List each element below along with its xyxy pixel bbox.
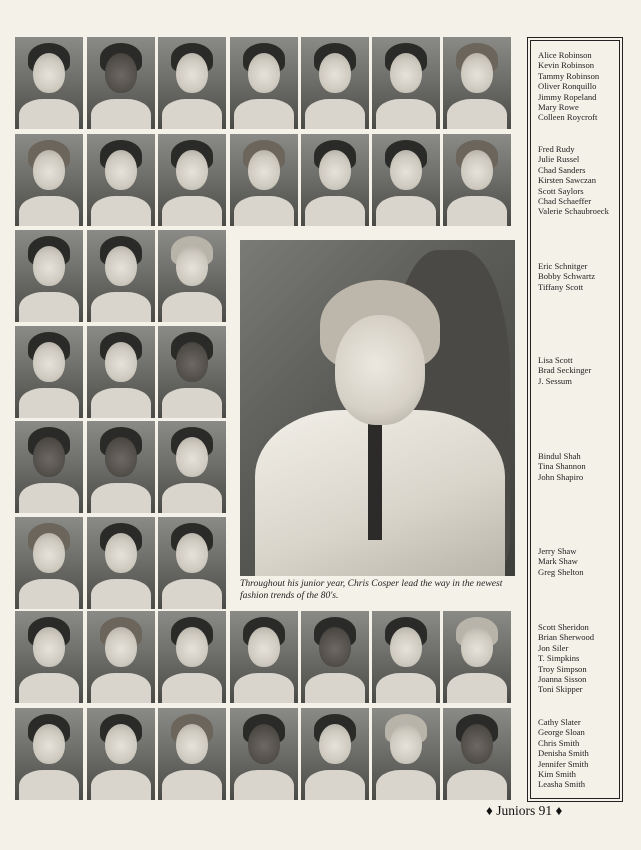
portrait-mary-rowe: [372, 37, 440, 129]
name-entry: Kim Smith: [538, 769, 576, 780]
name-entry: Scott Saylors: [538, 185, 584, 196]
portrait-scott-saylors: [301, 134, 369, 226]
portrait-kevin-robinson: [87, 37, 155, 129]
name-group-row-1: [538, 50, 624, 123]
portrait-brad-seckinger: [87, 326, 155, 418]
portrait-fred-rudy: [15, 134, 83, 226]
name-entry: Jon Siler: [538, 642, 569, 653]
name-entry: Chad Schaeffer: [538, 196, 592, 207]
name-entry: Brian Sherwood: [538, 632, 595, 643]
name-group-row-4: [538, 355, 624, 386]
portrait-john-shapiro: [158, 421, 226, 513]
portrait-jerry-shaw: [15, 517, 83, 609]
feature-photo-chris-cosper: [240, 240, 515, 576]
portrait-troy-simpson: [301, 611, 369, 703]
name-entry: Denisha Smith: [538, 748, 589, 759]
portrait-eric-schnitger: [15, 230, 83, 322]
diamond-left-icon: ♦: [486, 803, 493, 818]
portrait-julie-russel: [87, 134, 155, 226]
portrait-jennifer-smith: [301, 708, 369, 800]
name-entry: Jennifer Smith: [538, 758, 589, 769]
portrait-denisha-smith: [230, 708, 298, 800]
portrait-brian-sherwood: [87, 611, 155, 703]
name-entry: Kevin Robinson: [538, 60, 595, 71]
name-entry: Chad Sanders: [538, 164, 586, 175]
name-entry: Bindul Shah: [538, 451, 581, 461]
portrait-jon-siler: [158, 611, 226, 703]
portrait-j-sessum: [158, 326, 226, 418]
name-entry: Eric Schnitger: [538, 261, 588, 271]
name-entry: Mark Shaw: [538, 556, 578, 567]
portrait-bindul-shah: [15, 421, 83, 513]
section-page-label: Juniors 91: [496, 803, 553, 818]
name-entry: Julie Russel: [538, 154, 580, 165]
name-group-row-5: [538, 451, 624, 482]
portrait-t-simpkins: [230, 611, 298, 703]
portrait-toni-skipper: [443, 611, 511, 703]
name-group-row-8: [538, 717, 624, 790]
portrait-colleen-roycroft: [443, 37, 511, 129]
name-entry: Tina Shannon: [538, 461, 586, 472]
name-entry: Troy Simpson: [538, 663, 587, 674]
portrait-mark-shaw: [87, 517, 155, 609]
name-group-row-7: [538, 622, 624, 695]
name-entry: Leasha Smith: [538, 779, 586, 790]
portrait-george-sloan: [87, 708, 155, 800]
portrait-tiffany-scott: [158, 230, 226, 322]
portrait-cathy-slater: [15, 708, 83, 800]
name-entry: Kirsten Sawczan: [538, 175, 596, 186]
name-entry: Brad Seckinger: [538, 365, 592, 376]
name-entry: Scott Sheridon: [538, 622, 589, 632]
name-entry: Oliver Ronquillo: [538, 81, 597, 92]
portrait-leasha-smith: [443, 708, 511, 800]
page-footer: [486, 803, 596, 819]
portrait-chris-smith: [158, 708, 226, 800]
name-group-row-3: [538, 261, 624, 292]
diamond-right-icon: ♦: [555, 803, 563, 818]
name-group-row-2: [538, 144, 624, 217]
name-entry: Toni Skipper: [538, 684, 583, 695]
name-entry: Tiffany Scott: [538, 281, 584, 292]
name-entry: Mary Rowe: [538, 102, 579, 113]
portrait-tammy-robinson: [158, 37, 226, 129]
name-entry: Colleen Roycroft: [538, 112, 598, 123]
name-entry: Cathy Slater: [538, 717, 581, 727]
portrait-lisa-scott: [15, 326, 83, 418]
portrait-bobby-schwartz: [87, 230, 155, 322]
name-entry: Bobby Schwartz: [538, 271, 596, 282]
portrait-greg-shelton: [158, 517, 226, 609]
portrait-chad-sanders: [158, 134, 226, 226]
name-entry: Joanna Sisson: [538, 674, 587, 685]
portrait-tina-shannon: [87, 421, 155, 513]
name-entry: Jimmy Ropeland: [538, 91, 597, 102]
portrait-valerie-schaubroeck: [443, 134, 511, 226]
name-group-row-6: [538, 546, 624, 577]
portrait-oliver-ronquillo: [230, 37, 298, 129]
name-entry: Alice Robinson: [538, 50, 592, 60]
name-entry: Valerie Schaubroeck: [538, 206, 609, 217]
name-entry: Tammy Robinson: [538, 70, 600, 81]
portrait-alice-robinson: [15, 37, 83, 129]
name-entry: Chris Smith: [538, 737, 580, 748]
portrait-scott-sheridon: [15, 611, 83, 703]
portrait-kim-smith: [372, 708, 440, 800]
name-entry: Greg Shelton: [538, 566, 584, 577]
name-entry: George Sloan: [538, 727, 585, 738]
portrait-kirsten-sawczan: [230, 134, 298, 226]
name-entry: T. Simpkins: [538, 653, 580, 664]
name-entry: John Shapiro: [538, 471, 584, 482]
name-entry: Lisa Scott: [538, 355, 573, 365]
name-entry: Fred Rudy: [538, 144, 575, 154]
portrait-joanna-sisson: [372, 611, 440, 703]
name-entry: J. Sessum: [538, 375, 572, 386]
feature-photo-caption: Throughout his junior year, Chris Cosper lead the way in the newest fashion trends of the 80's.: [240, 578, 503, 601]
portrait-chad-schaeffer: [372, 134, 440, 226]
name-entry: Jerry Shaw: [538, 546, 577, 556]
portrait-jimmy-ropeland: [301, 37, 369, 129]
